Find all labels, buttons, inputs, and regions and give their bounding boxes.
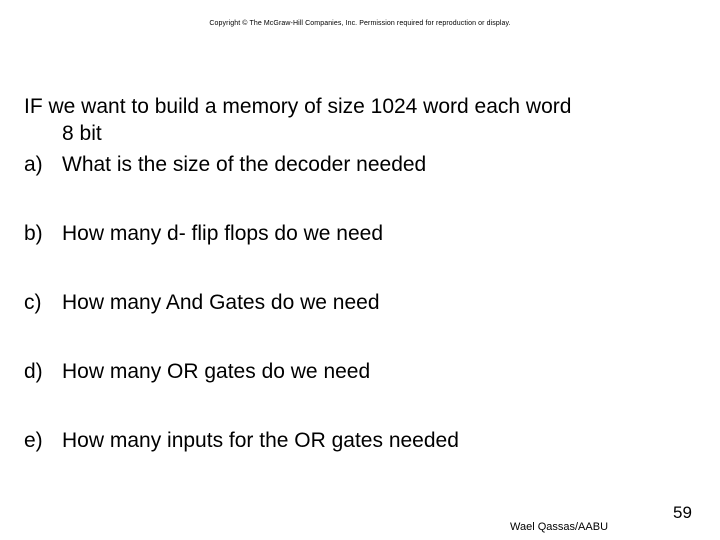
question-intro: IF we want to build a memory of size 1024 word each word — [24, 95, 572, 118]
question-text — [24, 93, 704, 147]
list-item-e — [24, 427, 704, 454]
list-item-text: How many inputs for the OR gates needed — [62, 429, 459, 452]
list-item-d — [24, 358, 704, 385]
list-marker: a) — [24, 153, 43, 176]
list-item-text: How many d- flip flops do we need — [62, 222, 383, 245]
list-marker: c) — [24, 291, 42, 314]
list-marker: e) — [24, 429, 43, 452]
list-marker: d) — [24, 360, 43, 383]
list-item-a — [24, 151, 704, 178]
list-item-text: How many OR gates do we need — [62, 360, 371, 383]
slide-number: 59 — [673, 503, 692, 522]
list-item-text: What is the size of the decoder needed — [62, 153, 427, 176]
list-marker: b) — [24, 222, 43, 245]
question-continuation: 8 bit — [62, 122, 102, 145]
list-item-c — [24, 289, 704, 316]
slide-body — [24, 93, 704, 454]
author-credit: Wael Qassas/AABU — [510, 521, 609, 533]
copyright-notice: Copyright © The McGraw-Hill Companies, Inc. Permission required for reproduction or display. — [209, 20, 511, 27]
list-item-b — [24, 220, 704, 247]
list-item-text: How many And Gates do we need — [62, 291, 380, 314]
